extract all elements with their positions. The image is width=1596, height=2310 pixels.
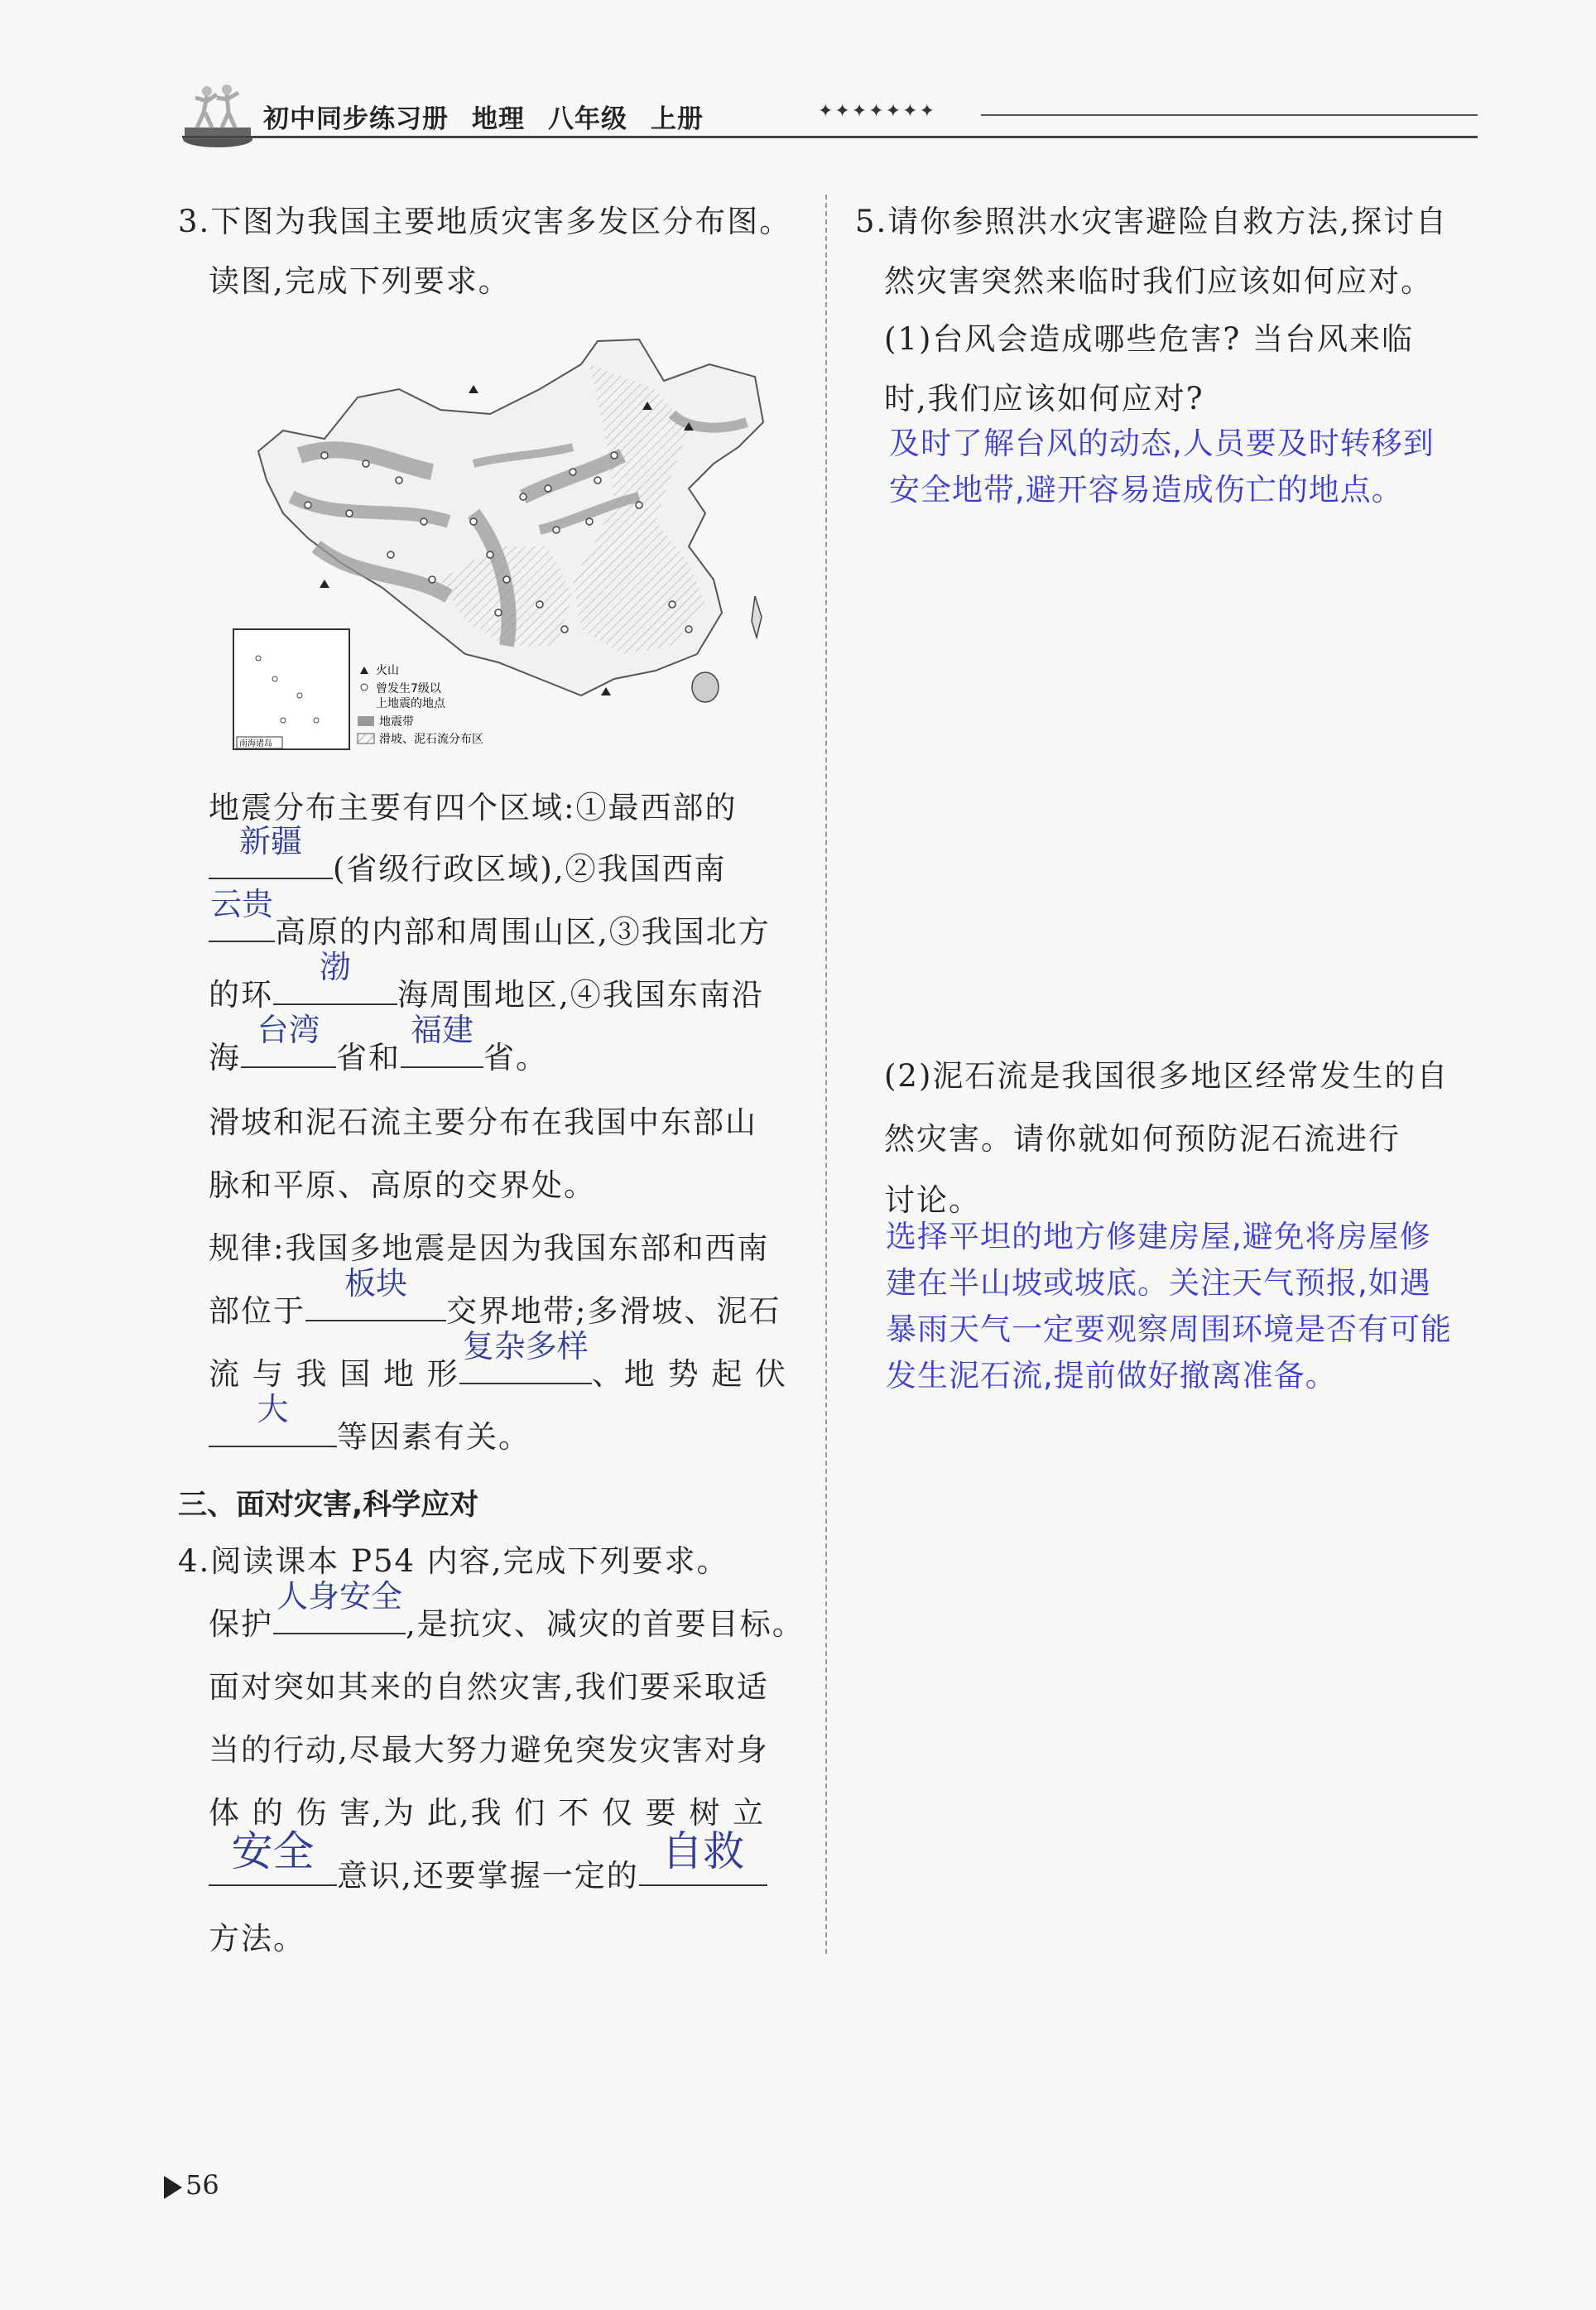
answer-terrain: 复杂多样 bbox=[462, 1328, 589, 1364]
answer-safety: 安全 bbox=[231, 1827, 315, 1875]
q5-line2: 然灾害突然来临时我们应该如何应对。 bbox=[884, 263, 1433, 299]
q5-answer2-line4: 发生泥石流,提前做好撤离准备。 bbox=[886, 1358, 1337, 1393]
page-arrow-icon bbox=[164, 2176, 182, 2199]
header-rule-right bbox=[981, 114, 1478, 116]
blank-self-rescue[interactable] bbox=[639, 1827, 767, 1886]
q5-answer2-line2: 建在半山坡或坡底。关注天气预报,如遇 bbox=[886, 1265, 1431, 1301]
answer-fujian: 福建 bbox=[410, 1012, 474, 1048]
q4-p5: 安全 意识,还要掌握一定的 自救 bbox=[209, 1845, 767, 1908]
answer-personal-safety: 人身安全 bbox=[276, 1578, 402, 1615]
blank-terrain[interactable] bbox=[459, 1328, 592, 1384]
q5-line1: 5.请你参照洪水灾害避险自救方法,探讨自 bbox=[855, 204, 1449, 239]
q5-answer1-line1: 及时了解台风的动态,人员要及时转移到 bbox=[889, 426, 1435, 461]
answer-bankuai: 板块 bbox=[344, 1265, 407, 1302]
q4-p4: 体 的 伤 害,为 此,我 们 不 仅 要 树 立 bbox=[209, 1795, 766, 1831]
q3-p2a: 滑坡和泥石流主要分布在我国中东部山 bbox=[209, 1104, 757, 1140]
q5-s2a: (2)泥石流是我国很多地区经常发生的自 bbox=[884, 1058, 1449, 1094]
q4-p3: 当的行动,尽最大努力避免突发灾害对身 bbox=[209, 1732, 769, 1768]
q4-line1: 4.阅读课本 P54 内容,完成下列要求。 bbox=[178, 1543, 729, 1579]
q3-line1: 3.下图为我国主要地质灾害多发区分布图。 bbox=[178, 204, 792, 239]
header-logo-icon bbox=[180, 76, 255, 151]
q3-p2b: 脉和平原、高原的交界处。 bbox=[209, 1167, 596, 1203]
answer-bo: 渤 bbox=[319, 949, 351, 985]
q3-p3-line4: 大 等因素有关。 bbox=[209, 1406, 531, 1469]
q3-p3-line2: 部位于 板块 交界地带;多滑坡、泥石 bbox=[209, 1280, 781, 1343]
page-number: 56 bbox=[164, 2169, 219, 2201]
book-name: 初中同步练习册 bbox=[263, 104, 449, 134]
q3-p1-line2: 新疆 (省级行政区域),②我国西南 bbox=[209, 838, 727, 901]
blank-bankuai[interactable] bbox=[305, 1265, 446, 1321]
q5-s1b: 时,我们应该如何应对? bbox=[884, 381, 1204, 416]
grade-name: 八年级 bbox=[548, 104, 627, 134]
blank-safety[interactable] bbox=[209, 1827, 337, 1886]
legend-quake-label-2: 上地震的地点 bbox=[376, 697, 445, 710]
blank-fujian[interactable] bbox=[401, 1012, 483, 1068]
blank-yungui[interactable] bbox=[209, 886, 275, 942]
answer-self-rescue: 自救 bbox=[661, 1827, 745, 1875]
blank-da[interactable] bbox=[209, 1391, 337, 1447]
q3-line2: 读图,完成下列要求。 bbox=[209, 263, 511, 299]
q5-answer1-line2: 安全地带,避开容易造成伤亡的地点。 bbox=[889, 472, 1403, 508]
legend-belt-label: 地震带 bbox=[379, 715, 414, 729]
q4-p6: 方法。 bbox=[209, 1921, 305, 1956]
map-inset-label: 南海诸岛 bbox=[239, 739, 272, 748]
header-rule bbox=[182, 136, 1478, 138]
q3-p3a: 规律:我国多地震是因为我国东部和西南 bbox=[209, 1230, 770, 1266]
q3-p1-line3: 云贵 高原的内部和周围山区,③我国北方 bbox=[209, 901, 771, 964]
q5-s1a: (1)台风会造成哪些危害? 当台风来临 bbox=[884, 321, 1415, 357]
answer-xinjiang: 新疆 bbox=[238, 823, 302, 859]
q5-answer2-line3: 暴雨天气一定要观察周围环境是否有可能 bbox=[886, 1311, 1452, 1347]
q4-p1: 保护 人身安全 ,是抗灾、减灾的首要目标。 bbox=[209, 1593, 805, 1656]
china-disaster-map bbox=[225, 331, 805, 753]
section-3-heading: 三、面对灾害,科学应对 bbox=[178, 1489, 479, 1522]
blank-personal-safety[interactable] bbox=[273, 1578, 406, 1634]
q3-p3-line3: 流 与 我 国 地 形 复杂多样 、地 势 起 伏 bbox=[209, 1343, 787, 1406]
q3-p1-line5: 海 台湾 省和 福建 省。 bbox=[209, 1027, 548, 1090]
q5-s2b: 然灾害。请你就如何预防泥石流进行 bbox=[884, 1121, 1401, 1157]
column-divider bbox=[825, 195, 827, 1954]
q4-p2: 面对突如其来的自然灾害,我们要采取适 bbox=[209, 1669, 769, 1705]
q3-p1-line4: 的环 渤 海周围地区,④我国东南沿 bbox=[209, 964, 764, 1027]
legend-quake-label-1: 曾发生7级以 bbox=[376, 682, 441, 695]
q5-answer2-line1: 选择平坦的地方修建房屋,避免将房屋修 bbox=[886, 1219, 1431, 1254]
header-stars: ✦✦✦✦✦✦✦ bbox=[818, 101, 937, 122]
volume-name: 上册 bbox=[651, 104, 704, 134]
blank-taiwan[interactable] bbox=[241, 1012, 336, 1068]
q5-s2c: 讨论。 bbox=[884, 1182, 981, 1218]
header-title bbox=[263, 98, 727, 135]
answer-yungui: 云贵 bbox=[209, 886, 273, 922]
subject-name: 地理 bbox=[472, 104, 525, 134]
answer-taiwan: 台湾 bbox=[257, 1012, 320, 1048]
q3-p1a: 地震分布主要有四个区域:①最西部的 bbox=[209, 790, 738, 825]
legend-slide-label: 滑坡、泥石流分布区 bbox=[379, 733, 483, 746]
answer-da: 大 bbox=[257, 1391, 289, 1427]
legend-volcano-label: 火山 bbox=[376, 664, 399, 677]
